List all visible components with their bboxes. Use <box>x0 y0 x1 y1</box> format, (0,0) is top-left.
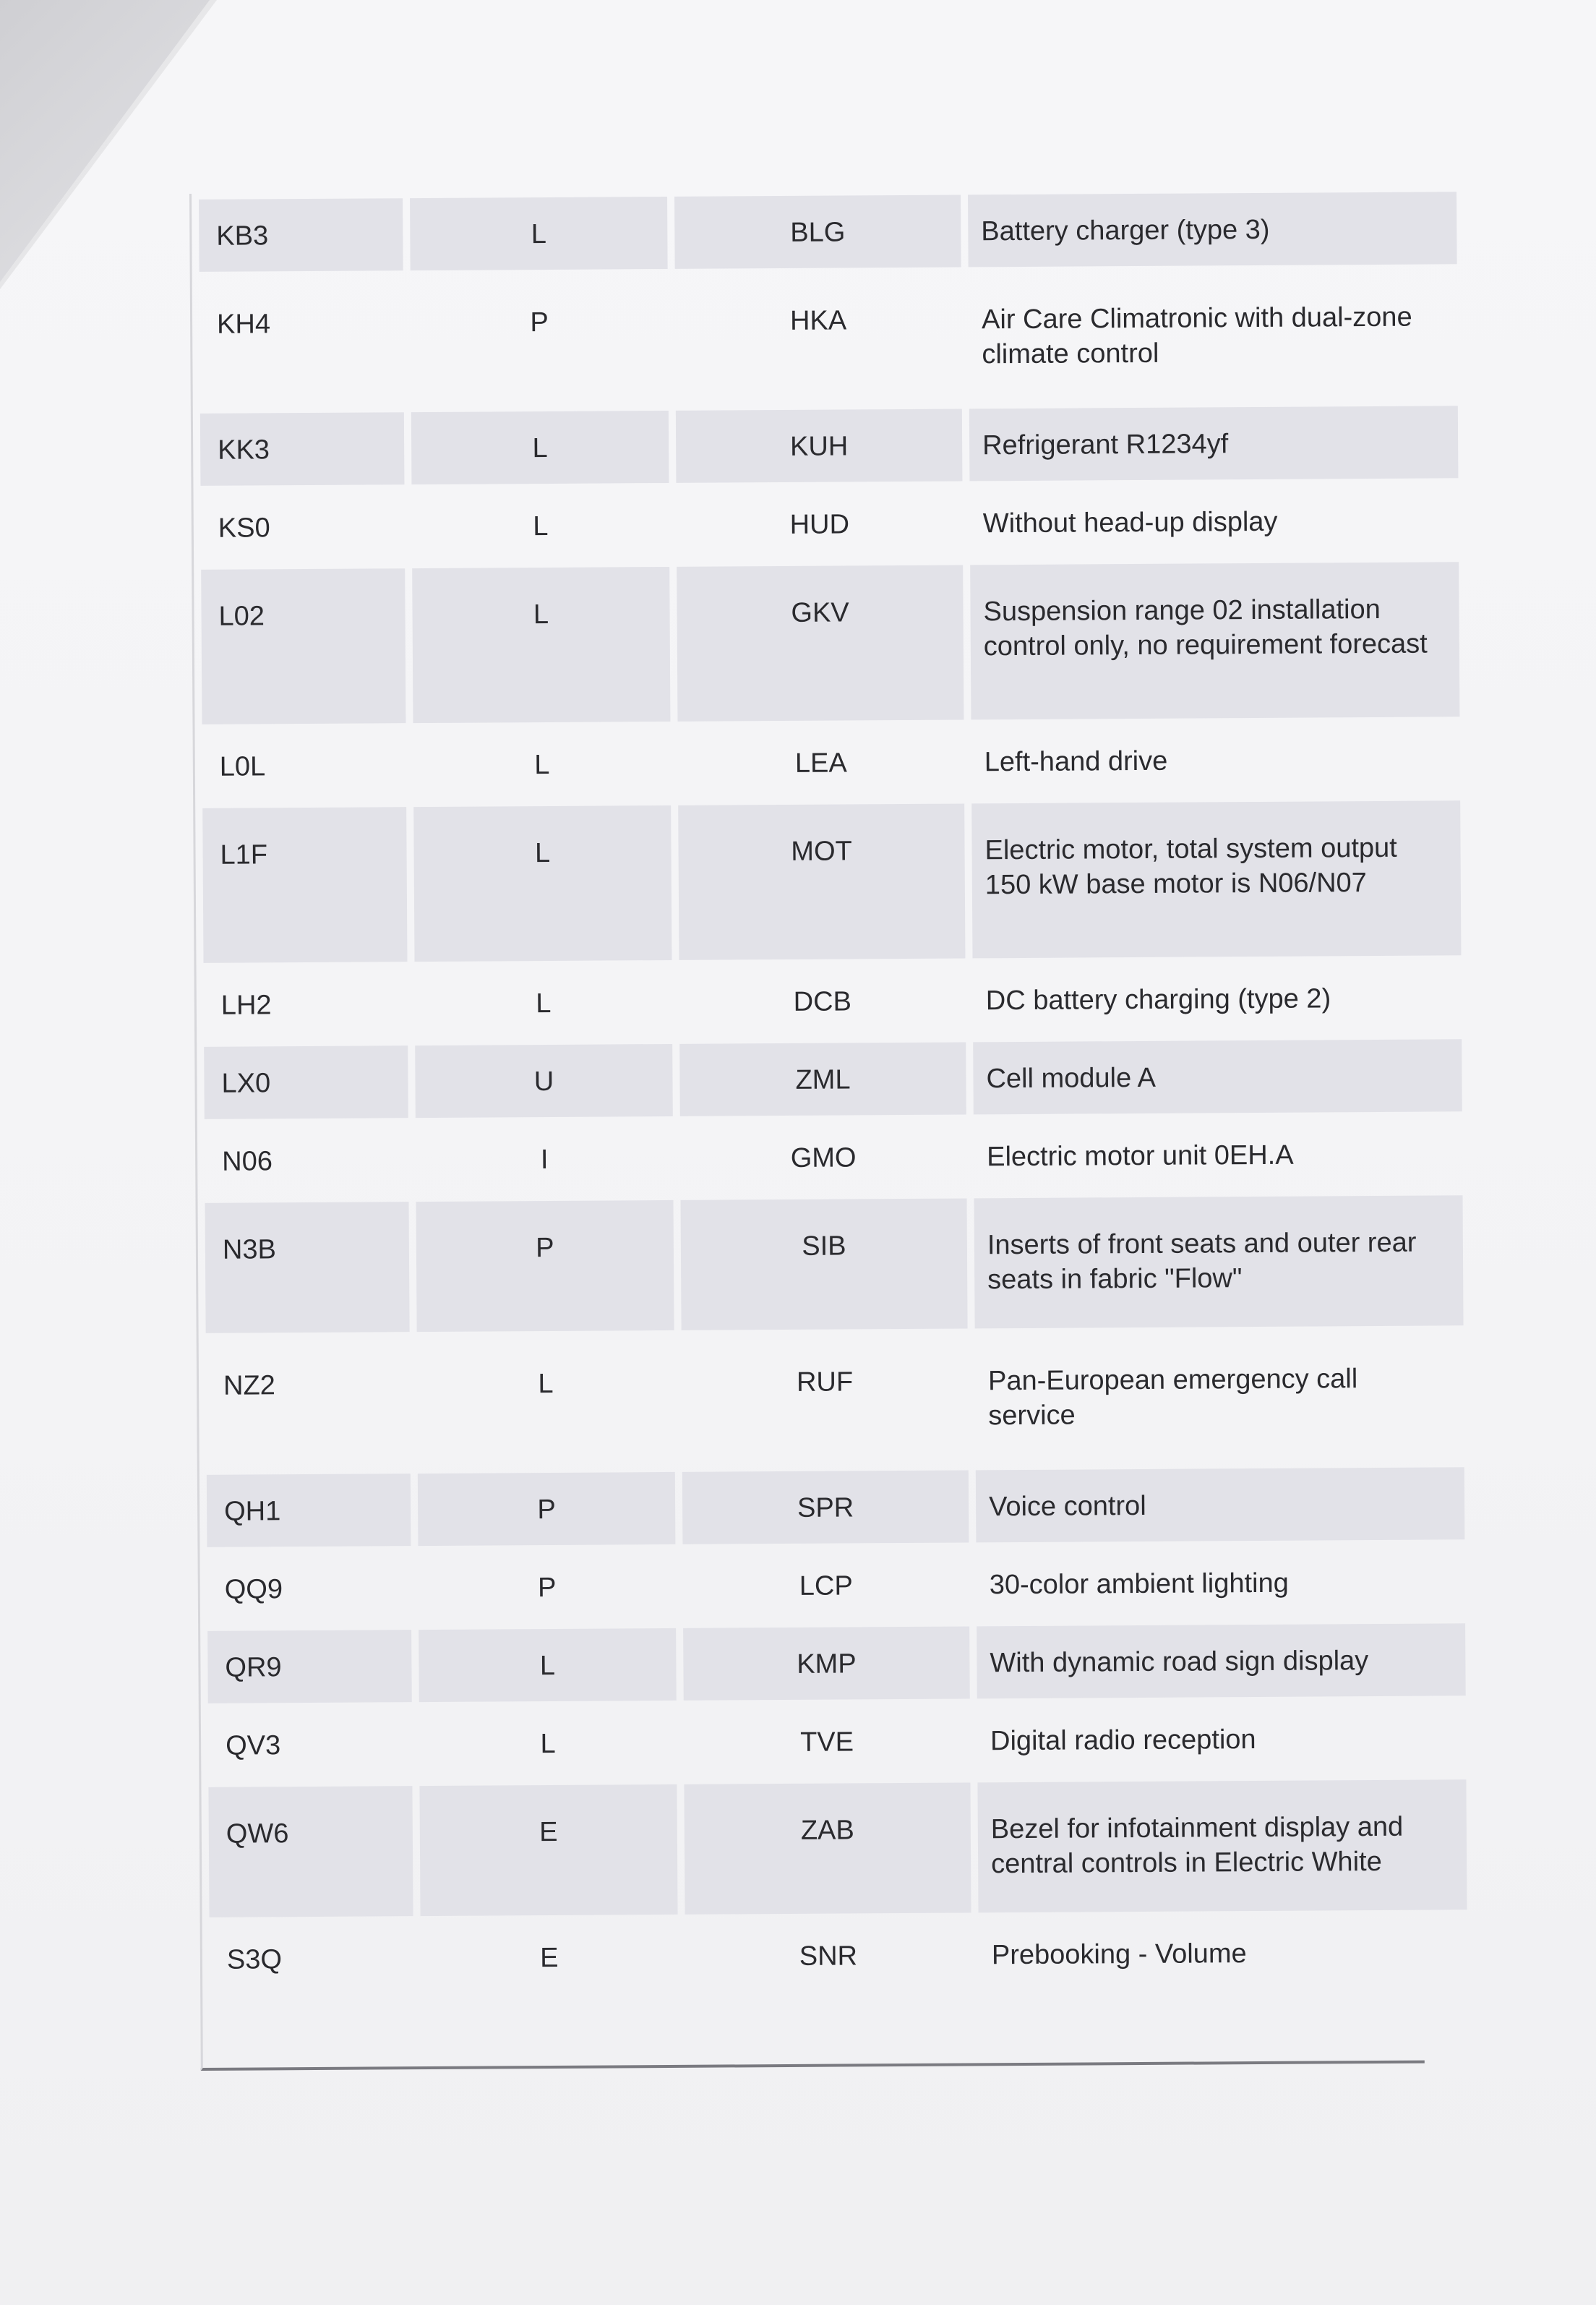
table-row <box>206 1331 1464 1469</box>
table-row <box>204 1039 1462 1119</box>
table-row <box>205 1195 1464 1333</box>
option-code: NZ2 <box>223 1370 275 1401</box>
option-family: BLG <box>674 194 961 268</box>
option-code: KK3 <box>200 412 405 486</box>
option-description: Left-hand drive <box>984 745 1168 778</box>
option-description: Prebooking - Volume <box>991 1938 1247 1971</box>
option-flag: P <box>416 1200 674 1332</box>
option-code: L0L <box>219 751 266 782</box>
option-code: LX0 <box>204 1045 408 1119</box>
table-row <box>205 1117 1463 1197</box>
option-description: Inserts of front seats and outer rear seats in fabric "Flow" <box>974 1195 1464 1328</box>
option-flag: E <box>419 1784 677 1916</box>
option-code: QH1 <box>207 1474 411 1547</box>
option-family: GMO <box>790 1142 857 1173</box>
option-family: ZAB <box>684 1782 971 1914</box>
table-row <box>208 1701 1467 1782</box>
option-description: Air Care Climatronic with dual-zone climate control <box>981 302 1412 369</box>
option-code: QV3 <box>225 1730 281 1761</box>
table-row <box>207 1545 1465 1625</box>
table-row <box>202 722 1461 803</box>
option-flag: L <box>413 805 672 962</box>
option-flag: L <box>419 1628 677 1702</box>
option-family: HUD <box>789 509 850 540</box>
option-family: KMP <box>683 1626 970 1700</box>
option-description: Electric motor, total system output 150 kW base motor is N06/N07 <box>971 800 1461 958</box>
option-code: S3Q <box>226 1944 283 1975</box>
option-flag: U <box>415 1044 673 1118</box>
table-row <box>208 1779 1467 1917</box>
option-flag: L <box>411 411 669 484</box>
option-family: MOT <box>678 803 965 959</box>
option-description: Bezel for infotainment display and central controls in Electric White <box>977 1779 1467 1912</box>
table-row <box>201 562 1459 724</box>
table-row <box>201 484 1459 564</box>
option-flag: P <box>537 1572 557 1604</box>
option-code: KB3 <box>199 198 403 272</box>
table-row <box>200 270 1458 408</box>
option-flag: L <box>412 567 670 723</box>
option-code: KS0 <box>218 513 270 544</box>
option-family: TVE <box>800 1727 854 1758</box>
table-row <box>210 1915 1468 1996</box>
option-description: Digital radio reception <box>990 1724 1256 1757</box>
option-description: Electric motor unit 0EH.A <box>987 1139 1294 1173</box>
option-flag: I <box>540 1144 549 1176</box>
option-flag: L <box>540 1728 556 1760</box>
option-family: DCB <box>793 986 852 1017</box>
option-description: Pan-European emergency call service <box>987 1364 1358 1431</box>
option-code: QW6 <box>208 1786 413 1917</box>
option-description: DC battery charging (type 2) <box>985 983 1331 1017</box>
option-family: GKV <box>677 565 964 721</box>
table-row <box>199 192 1457 272</box>
option-family: LEA <box>794 748 847 779</box>
option-family: SIB <box>681 1198 968 1330</box>
option-flag: L <box>536 988 552 1019</box>
table-row <box>207 1467 1465 1547</box>
option-code: KH4 <box>216 309 271 340</box>
option-description: Voice control <box>976 1467 1465 1542</box>
option-family: HKA <box>789 305 847 336</box>
option-family: LCP <box>799 1570 853 1601</box>
option-flag: L <box>533 510 549 542</box>
option-description: Suspension range 02 installation control only, no requirement forecast <box>970 562 1459 719</box>
option-description: Cell module A <box>973 1039 1462 1114</box>
table-row <box>207 1623 1466 1703</box>
option-flag: P <box>418 1472 676 1546</box>
equipment-code-table <box>192 186 1475 2001</box>
option-description: Refrigerant R1234yf <box>969 406 1459 481</box>
option-code: L02 <box>201 568 406 724</box>
option-code: N3B <box>205 1202 410 1333</box>
option-flag: E <box>540 1942 559 1974</box>
option-flag: P <box>530 307 549 338</box>
option-code: L1F <box>202 807 407 963</box>
option-family: SPR <box>682 1470 969 1544</box>
option-description: Without head-up display <box>982 506 1278 539</box>
option-flag: L <box>534 749 550 781</box>
option-description: 30-color ambient lighting <box>989 1568 1289 1601</box>
option-flag: L <box>410 197 668 270</box>
option-code: QR9 <box>207 1630 412 1703</box>
option-description: Battery charger (type 3) <box>968 192 1457 267</box>
option-flag: L <box>538 1368 554 1400</box>
option-family: RUF <box>796 1367 854 1398</box>
option-code: LH2 <box>220 990 272 1021</box>
option-code: N06 <box>222 1146 273 1177</box>
table-row <box>204 961 1462 1041</box>
option-family: SNR <box>799 1941 858 1972</box>
equipment-table-frame <box>189 187 1428 2071</box>
table-row <box>202 800 1461 963</box>
option-description: With dynamic road sign display <box>977 1623 1466 1698</box>
option-family: KUH <box>676 409 963 482</box>
option-code: QQ9 <box>224 1574 283 1605</box>
table-row <box>200 406 1459 486</box>
option-family: ZML <box>679 1042 966 1116</box>
